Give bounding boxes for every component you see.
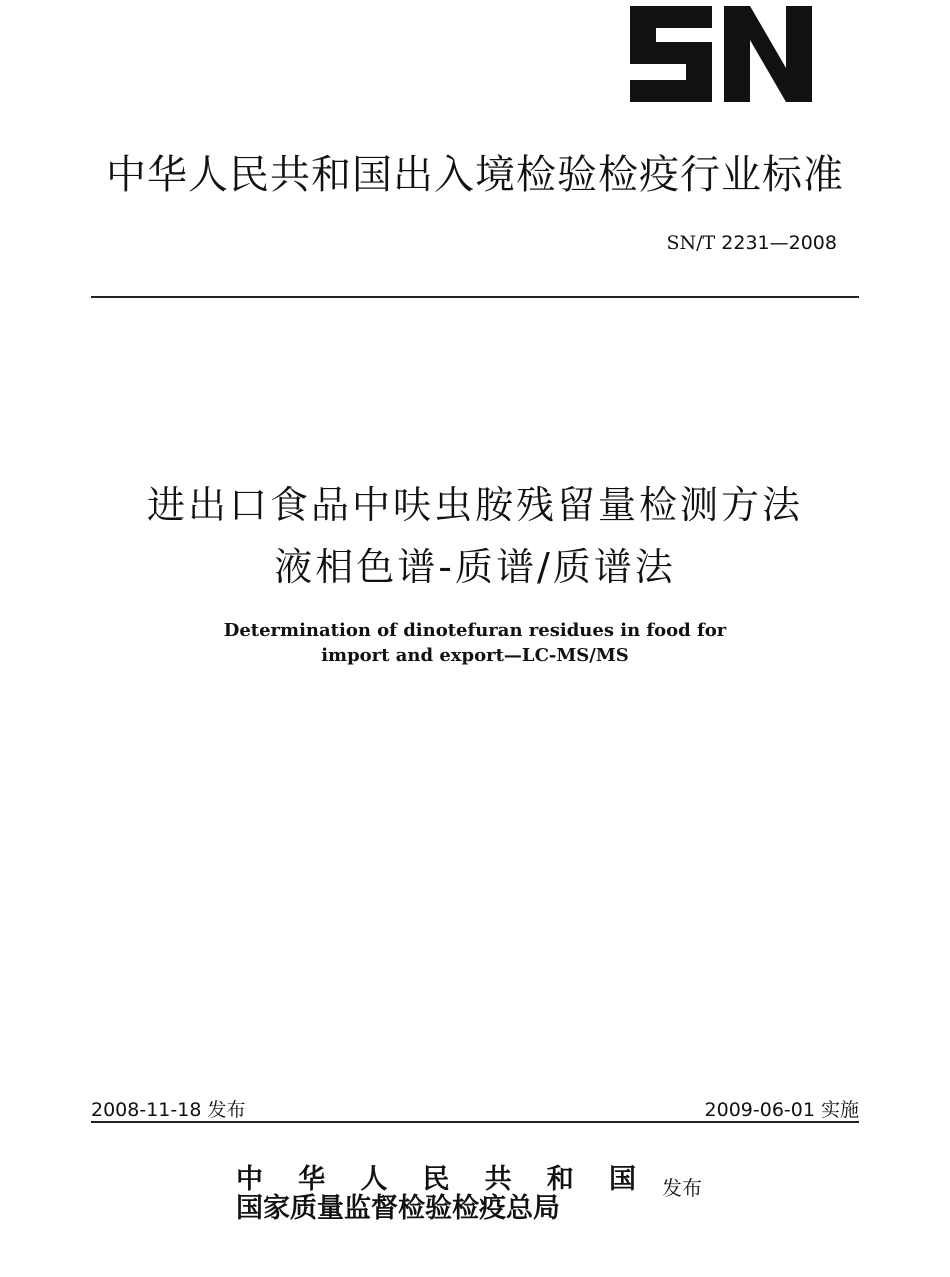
chinese-title-line-2: 液相色谱-质谱/质谱法	[274, 545, 676, 589]
english-title-line-2: import and export—LC-MS/MS	[321, 645, 629, 666]
standard-body-title: 中华人民共和国出入境检验检疫行业标准	[106, 152, 844, 198]
issuer-char: 人	[360, 1164, 388, 1195]
english-title-line-1: Determination of dinotefuran residues in food for	[223, 620, 727, 641]
issue-date: 2008-11-18 发布	[91, 1099, 246, 1121]
standard-code-prefix: SN/T	[666, 232, 716, 254]
logo-letter-s	[630, 6, 712, 102]
top-divider	[91, 296, 859, 298]
logo-letter-n	[724, 6, 812, 102]
issuer-publish-label: 发布	[662, 1176, 702, 1200]
implementation-date: 2009-06-01 实施	[704, 1099, 859, 1121]
issuer-char: 和	[546, 1164, 574, 1195]
issuer-char: 国	[608, 1164, 636, 1195]
issuer-char: 华	[298, 1164, 326, 1195]
bottom-divider	[91, 1121, 859, 1123]
standard-number: 2231—2008	[721, 232, 837, 254]
issuer-char: 共	[484, 1164, 512, 1195]
chinese-title-line-1: 进出口食品中呋虫胺残留量检测方法	[146, 483, 803, 527]
issuer-char: 中	[236, 1164, 263, 1195]
standard-code	[667, 232, 837, 254]
issuer-line-2: 国家质量监督检验检疫总局	[236, 1193, 560, 1224]
issuer-char: 民	[422, 1164, 450, 1195]
sn-logo	[626, 6, 812, 102]
